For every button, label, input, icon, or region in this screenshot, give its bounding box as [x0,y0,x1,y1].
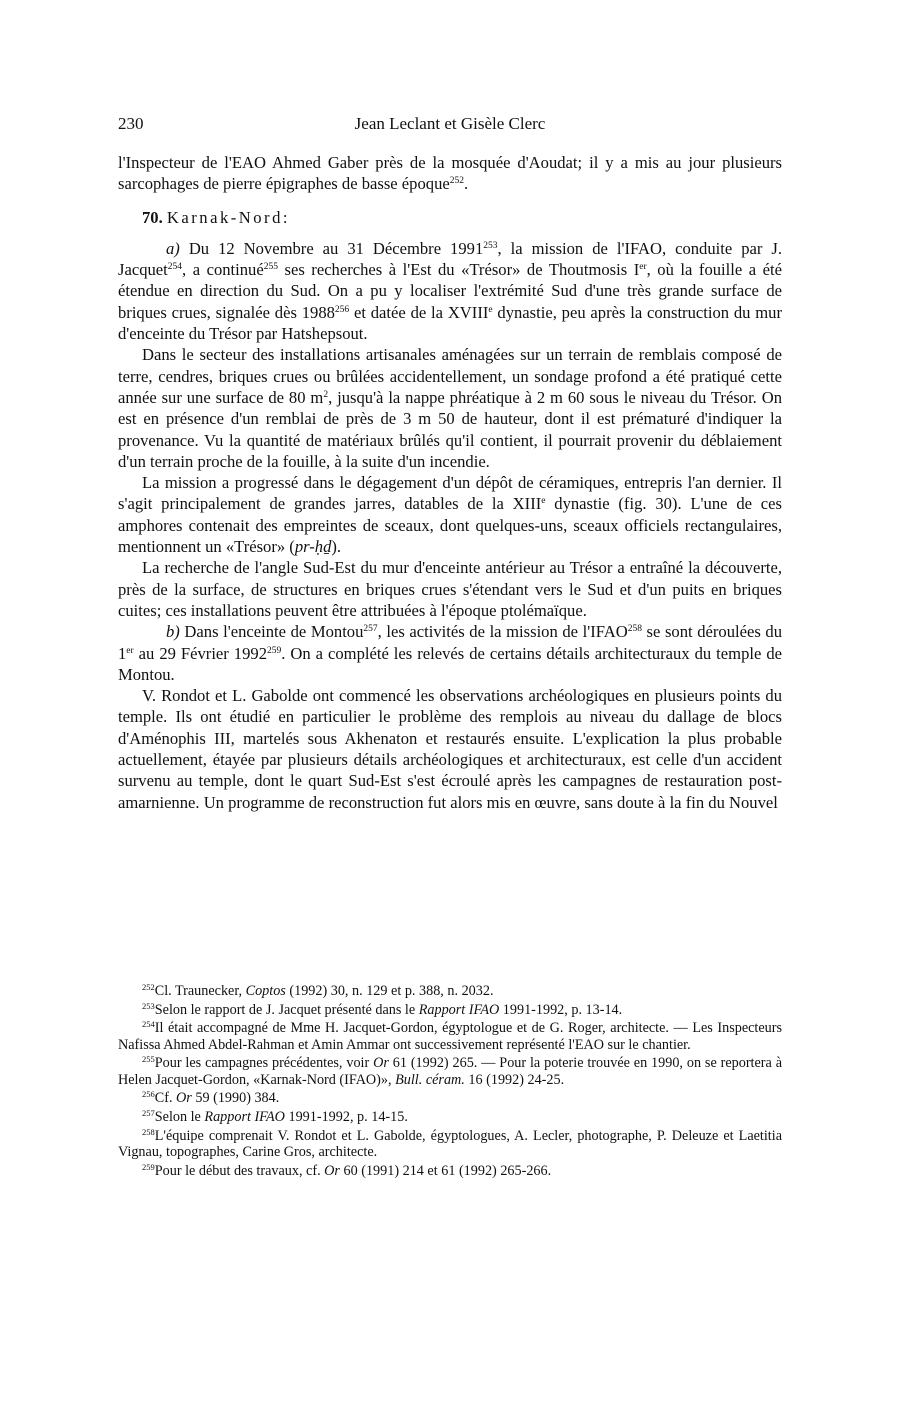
text-run: , a continué [182,260,264,280]
text-run: Dans le secteur des installations artisanales aménagées sur un terrain de remblais composé de terre, cendres, briques crues ou brûlées accidentellement, un sondage profond a été pratiqué cette année sur une surface de 80 m [118,345,782,407]
text-run: 1991-1992, p. 14-15. [284,1108,408,1125]
text-run: 16 (1992) 24-25. [464,1071,565,1088]
footnotes [118,983,782,1181]
text-run: (1992) 30, n. 129 et p. 388, n. 2032. [285,983,494,999]
text-run: Il était accompagné de Mme H. Jacquet-Gordon, égyptologue et de G. Roger, architecte. — Les Inspecteurs Nafissa Ahmed Abdel-Rahman et Amin Ammar ont successivement représenté l'EAO sur le chantier. [118,1020,782,1053]
footnote-ref[interactable]: 254 [167,262,183,273]
footnote-253 [118,1002,782,1018]
paragraph-sondage [118,344,782,472]
text-run: dynastie, peu après la construction du mur d'enceinte du Trésor par Hatshepsout. [118,302,782,344]
footnote-256 [118,1090,782,1106]
footnote-number: 258 [142,1126,155,1137]
footnote-ref[interactable]: 257 [363,624,378,635]
text-run: , les activités de la mission de l'IFAO [377,622,628,642]
text-run: La recherche de l'angle Sud-Est du mur d'enceinte antérieur au Trésor a entraîné la découverte, près de la surface, de structures en briques crues s'étendant vers le Sud et d'un puits en briques cuites; ces installations peuvent être attribuées à l'époque ptolémaïque. [118,558,782,620]
subsection-label: b) [166,622,180,642]
section-title: Karnak-Nord: [166,207,290,227]
footnote-ref[interactable]: 259 [267,645,282,656]
text-run: se sont déroulées du 1 [118,622,782,663]
footnote-257 [118,1109,782,1125]
superscript: er [639,262,647,273]
text-run: 1991-1992, p. 13-14. [499,1001,623,1018]
subsection-label: a) [166,238,180,258]
footnote-ref[interactable]: 253 [483,240,498,251]
footnote-ref[interactable]: 252 [449,176,464,187]
text-run: Cl. Traunecker, [154,983,246,999]
text-run-italic: Coptos [245,983,286,999]
running-header [118,114,782,138]
text-run: V. Rondot et L. Gabolde ont commencé les observations archéologiques en plusieurs points du temple. Ils ont étudié en particulier le problème des remplois au niveau du dallage de blocs d'Aménophis III, martelés sous Akhenaton et restaurés ensuite. L'explication la plus probable actuellement, étayée par plusieurs détails archéologiques et architecturaux, est celle d'un accident survenu au temple, dont le quart Sud-Est s'est écroulé après les campagnes de restauration post-amarnienne. Un programme de reconstruction fut alors mis en œuvre, sans doute à la fin du Nouvel [118,686,782,812]
footnote-number: 254 [142,1019,155,1030]
footnote-number: 257 [142,1107,155,1118]
footnote-ref[interactable]: 258 [627,624,642,635]
text-run: , la mission de l'IFAO, conduite par J. Jacquet [118,238,782,280]
superscript: e [541,496,546,507]
transliteration: pr-ḥḏ [294,537,332,557]
text-run: Pour le début des travaux, cf. [154,1162,325,1179]
paragraph-b [118,621,782,685]
footnote-254 [118,1020,782,1052]
text-run: , jusqu'à la nappe phréatique à 2 m 60 sous le niveau du Trésor. On est en présence d'un remblai de près de 3 m 50 de hauteur, dont il est prématuré d'indiquer la provenance. Vu la quantité de matériaux brûlés qu'il contient, il pourrait provenir du déblaiement d'un terrain proche de la fouille, à la suite d'un incendie. [118,387,782,471]
text-run-italic: Or [176,1090,192,1107]
text-run: et datée de la XVIII [349,302,489,322]
paragraph-rondot-gabolde [118,685,782,813]
footnote-255 [118,1055,782,1087]
running-title: Jean Leclant et Gisèle Clerc [354,114,546,133]
text-run: Cf. [154,1090,177,1107]
text-run: Selon le rapport de J. Jacquet présenté dans le [154,1001,419,1018]
footnote-number: 253 [142,1000,155,1011]
footnote-ref[interactable]: 256 [334,304,350,315]
text-run: La mission a progressé dans le dégagement d'un dépôt de céramiques, entrepris l'an dernier. Il s'agit principalement de grandes jarres, datables de la XIII [118,473,782,514]
text-run-italic: Or [324,1162,340,1179]
text-run: ). [331,537,342,557]
text-run: . [463,174,469,194]
text-run: L'équipe comprenait V. Rondot et L. Gabolde, égyptologues, A. Lecler, photographe, P. Deleuze et Laetitia Vignau, topographes, Carine Gros, architecte. [118,1127,782,1160]
text-run: Dans l'enceinte de Montou [179,622,364,642]
footnote-number: 255 [142,1054,155,1065]
text-run: Selon le [154,1108,205,1125]
page-number: 230 [118,114,144,133]
text-run: au 29 Février 1992 [133,643,267,663]
text-run: 60 (1991) 214 et 61 (1992) 265-266. [339,1162,552,1179]
text-run-italic: Bull. céram. [395,1071,465,1088]
footnote-258 [118,1128,782,1160]
footnote-252 [118,983,782,999]
text-run: Pour les campagnes précédentes, voir [154,1055,374,1072]
superscript: er [126,645,134,656]
paragraph-ceramiques [118,472,782,557]
footnote-number: 259 [142,1161,155,1172]
paragraph-a [118,238,782,344]
section-heading [118,207,782,228]
footnote-number: 256 [142,1089,155,1100]
footnote-ref[interactable]: 255 [263,262,278,273]
section-number: 70. [142,207,163,227]
text-run: Du 12 Novembre au 31 Décembre 1991 [188,238,484,258]
text-run: l'Inspecteur de l'EAO Ahmed Gaber près de la mosquée d'Aoudat; il y a mis au jour plusieurs sarcophages de pierre épigraphes de basse époque [118,153,782,194]
text-run-italic: Rapport IFAO [418,1001,500,1018]
text-run: 61 (1992) 265. — Pour la poterie trouvée en 1990, on se reportera à Helen Jacquet-Gordon, «Karnak-Nord (IFAO)», [118,1055,782,1088]
text-run: . On a complété les relevés de certains détails architecturaux du temple de Montou. [118,643,782,684]
page [118,114,782,813]
intro-paragraph [118,152,782,195]
footnote-number: 252 [142,982,155,992]
text-run-italic: Rapport IFAO [204,1108,285,1125]
text-run-italic: Or [373,1055,389,1072]
superscript: e [488,304,493,315]
text-run: , où la fouille a été étendue en direction du Sud. On a pu y localiser l'extrémité Sud d'une très grande surface de briques crues, signalée dès 1988 [118,260,782,322]
text-run: ses recherches à l'Est du «Trésor» de Thoutmosis I [277,260,640,280]
paragraph-angle-sud-est [118,557,782,621]
footnote-259 [118,1163,782,1179]
main-text [118,152,782,813]
text-run: dynastie (fig. 30). L'une de ces amphores contenait des empreintes de sceaux, dont quelques-uns, sceaux officiels rectangulaires, mentionnent un «Trésor» ( [118,494,782,557]
text-run: 59 (1990) 384. [191,1090,280,1107]
superscript: 2 [323,389,329,400]
